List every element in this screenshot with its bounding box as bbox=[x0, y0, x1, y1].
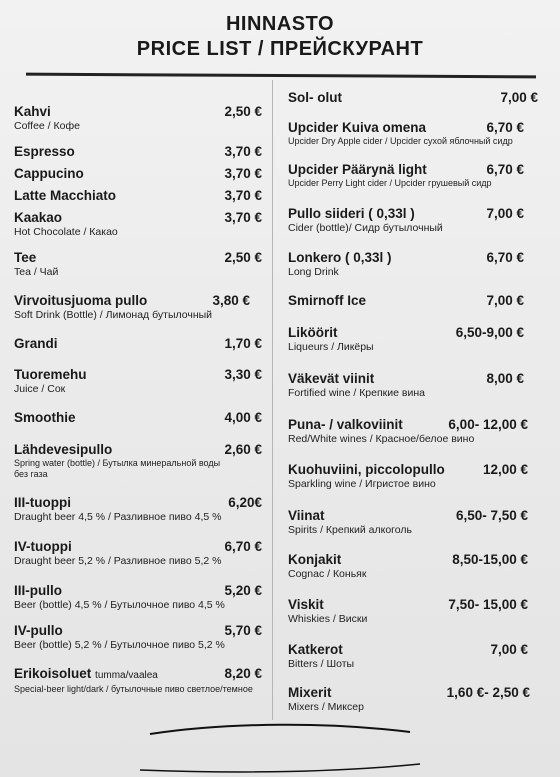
item-price: 6,70 € bbox=[486, 162, 524, 177]
price-item-mixerit bbox=[288, 685, 538, 714]
item-price: 7,00 € bbox=[486, 293, 524, 308]
item-name: Väkevät viinit bbox=[288, 371, 375, 386]
price-item-lonkero bbox=[288, 250, 538, 279]
item-name: Tee bbox=[14, 250, 37, 265]
item-price: 7,00 € bbox=[486, 206, 524, 221]
price-item-smoothie bbox=[14, 410, 262, 426]
price-item-cappucino bbox=[14, 166, 262, 182]
page-subtitle: PRICE LIST / ПРЕЙСКУРАНТ bbox=[136, 38, 424, 60]
item-price: 5,70 € bbox=[224, 623, 262, 638]
item-price: 3,80 € bbox=[212, 293, 250, 308]
item-name: IV-pullo bbox=[14, 623, 63, 638]
price-item-grandi bbox=[14, 336, 262, 352]
item-name: III-tuoppi bbox=[14, 495, 71, 510]
item-name: Espresso bbox=[14, 144, 75, 159]
item-name: Smoothie bbox=[14, 410, 76, 425]
item-translation: Hot Chocolate / Какао bbox=[14, 226, 118, 238]
item-price: 3,30 € bbox=[224, 367, 262, 382]
item-translation: Bitters / Шоты bbox=[288, 658, 355, 670]
price-item-viskit bbox=[288, 597, 538, 626]
item-price: 6,20€ bbox=[228, 495, 262, 510]
item-name: Upcider Kuiva omena bbox=[288, 120, 427, 135]
logo-swash-top bbox=[150, 725, 410, 734]
item-name: Sol- olut bbox=[288, 90, 342, 105]
item-name: Tuoremehu bbox=[14, 367, 87, 382]
item-name-main: Erikoisoluet bbox=[14, 666, 92, 681]
price-item-liköörit bbox=[288, 325, 538, 354]
item-name: Cappucino bbox=[14, 166, 84, 181]
item-name: Viskit bbox=[288, 597, 324, 612]
item-translation: Cognac / Коньяк bbox=[288, 568, 367, 580]
item-name: Kaakao bbox=[14, 210, 63, 225]
price-item-vakevat-viinit bbox=[288, 371, 538, 400]
item-translation: Red/White wines / Красное/белое вино bbox=[288, 433, 475, 445]
price-item-virvoitusjuoma bbox=[14, 293, 262, 322]
item-translation: Soft Drink (Bottle) / Лимонад бутылочный bbox=[14, 309, 213, 321]
item-translation: Draught beer 4,5 % / Разливное пиво 4,5 % bbox=[14, 511, 222, 523]
item-price: 3,70 € bbox=[224, 188, 262, 203]
item-price: 6,70 € bbox=[224, 539, 262, 554]
item-translation: Draught beer 5,2 % / Разливное пиво 5,2 % bbox=[14, 555, 222, 567]
price-item-latte bbox=[14, 188, 262, 204]
item-translation: Spring water (bottle) / Бутылка минеральной воды bbox=[14, 458, 221, 468]
price-item-iv-pullo bbox=[14, 623, 262, 652]
price-item-iv-tuoppi bbox=[14, 539, 262, 568]
item-price: 2,50 € bbox=[224, 104, 262, 119]
item-name: Lähdevesipullo bbox=[14, 442, 113, 457]
item-price: 6,70 € bbox=[486, 250, 524, 265]
price-item-erikoisoluet bbox=[14, 666, 262, 695]
item-price: 1,70 € bbox=[224, 336, 262, 351]
item-name: III-pullo bbox=[14, 583, 62, 598]
item-price: 3,70 € bbox=[224, 166, 262, 181]
item-translation: Sparkling wine / Игристое вино bbox=[288, 478, 436, 490]
price-item-upcider-paaryna bbox=[288, 162, 538, 189]
price-item-smirnoff bbox=[288, 293, 538, 309]
item-name: Upcider Päärynä light bbox=[288, 162, 427, 177]
item-name-note: tumma/vaalea bbox=[95, 670, 158, 681]
item-price: 6,50-9,00 € bbox=[455, 325, 524, 340]
price-item-puna-valkoviinit bbox=[288, 417, 538, 446]
item-name: Viinat bbox=[288, 508, 325, 523]
item-price: 4,00 € bbox=[224, 410, 262, 425]
price-item-pullo-siideri bbox=[288, 206, 538, 235]
item-price: 5,20 € bbox=[224, 583, 262, 598]
item-translation: Liqueurs / Ликёры bbox=[288, 341, 374, 353]
item-name: Kuohuviini, piccolopullo bbox=[288, 462, 445, 477]
price-item-iii-tuoppi bbox=[14, 495, 262, 524]
item-price: 6,70 € bbox=[486, 120, 524, 135]
item-name: Lonkero ( 0,33l ) bbox=[288, 250, 392, 265]
price-item-espresso bbox=[14, 144, 262, 160]
item-name: Pullo siideri ( 0,33l ) bbox=[288, 206, 415, 221]
item-name: Liköörit bbox=[288, 325, 338, 340]
item-name: Kahvi bbox=[14, 104, 51, 119]
item-name: Smirnoff Ice bbox=[288, 293, 367, 308]
item-name: Latte Macchiato bbox=[14, 188, 117, 203]
item-translation: Beer (bottle) 4,5 % / Бутылочное пиво 4,5 % bbox=[14, 599, 225, 611]
price-item-lahdevesi bbox=[14, 442, 262, 480]
price-item-kaakao bbox=[14, 210, 262, 239]
item-price: 2,50 € bbox=[224, 250, 262, 265]
price-item-kuohuviini bbox=[288, 462, 538, 491]
item-price: 8,00 € bbox=[486, 371, 524, 386]
item-price: 8,50-15,00 € bbox=[452, 552, 528, 567]
item-translation: Fortified wine / Крепкие вина bbox=[288, 387, 425, 399]
page-header bbox=[0, 12, 560, 62]
item-price: 8,20 € bbox=[224, 666, 262, 681]
price-item-upcider-kuiva bbox=[288, 120, 538, 147]
item-name: Katkerot bbox=[288, 642, 343, 657]
logo-swash-bottom bbox=[140, 764, 420, 772]
item-translation: Cider (bottle)/ Сидр бутылочный bbox=[288, 222, 443, 234]
item-price: 2,60 € bbox=[224, 442, 262, 457]
item-name: Puna- / valkoviinit bbox=[288, 417, 403, 432]
item-translation-cont: без газа bbox=[14, 469, 48, 479]
item-translation: Beer (bottle) 5,2 % / Бутылочное пиво 5,2 % bbox=[14, 639, 225, 651]
item-translation: Mixers / Миксер bbox=[288, 701, 364, 713]
item-name: Grandi bbox=[14, 336, 58, 351]
item-name: Konjakit bbox=[288, 552, 342, 567]
item-price: 1,60 €- 2,50 € bbox=[446, 685, 530, 700]
item-translation: Spirits / Крепкий алкоголь bbox=[288, 524, 412, 536]
item-translation: Coffee / Кофе bbox=[14, 120, 80, 132]
item-translation: Juice / Сок bbox=[14, 383, 66, 395]
item-name: IV-tuoppi bbox=[14, 539, 72, 554]
item-name: Virvoitusjuoma pullo bbox=[14, 293, 148, 308]
price-item-konjakit bbox=[288, 552, 538, 581]
price-item-tee bbox=[14, 250, 262, 279]
item-translation: Long Drink bbox=[288, 266, 339, 278]
item-translation: Whiskies / Виски bbox=[288, 613, 368, 625]
item-translation: Tea / Чай bbox=[14, 266, 59, 278]
item-price: 7,00 € bbox=[500, 90, 538, 105]
column-divider bbox=[272, 80, 273, 720]
page-title: HINNASTO bbox=[225, 13, 335, 35]
item-price: 7,00 € bbox=[490, 642, 528, 657]
item-translation: Upcider Perry Light cider / Upcider грушевый сидр bbox=[288, 178, 492, 188]
item-price: 7,50- 15,00 € bbox=[448, 597, 528, 612]
item-translation: Special-beer light/dark / бутылочные пиво светлое/темное bbox=[14, 684, 253, 694]
price-item-katkerot bbox=[288, 642, 538, 671]
price-item-viinat bbox=[288, 508, 538, 537]
item-price: 3,70 € bbox=[224, 144, 262, 159]
header-rule bbox=[26, 73, 536, 79]
price-item-sol-olut bbox=[288, 90, 538, 106]
item-name: Mixerit bbox=[288, 685, 332, 700]
item-translation: Upcider Dry Apple cider / Upcider сухой яблочный сидр bbox=[288, 136, 513, 146]
price-item-tuoremehu bbox=[14, 367, 262, 396]
item-price: 6,50- 7,50 € bbox=[455, 508, 528, 523]
freixenet-logo bbox=[0, 712, 560, 777]
price-item-kahvi bbox=[14, 104, 262, 133]
item-price: 3,70 € bbox=[224, 210, 262, 225]
item-price: 6,00- 12,00 € bbox=[448, 417, 528, 432]
item-price: 12,00 € bbox=[482, 462, 528, 477]
price-item-iii-pullo bbox=[14, 583, 262, 612]
